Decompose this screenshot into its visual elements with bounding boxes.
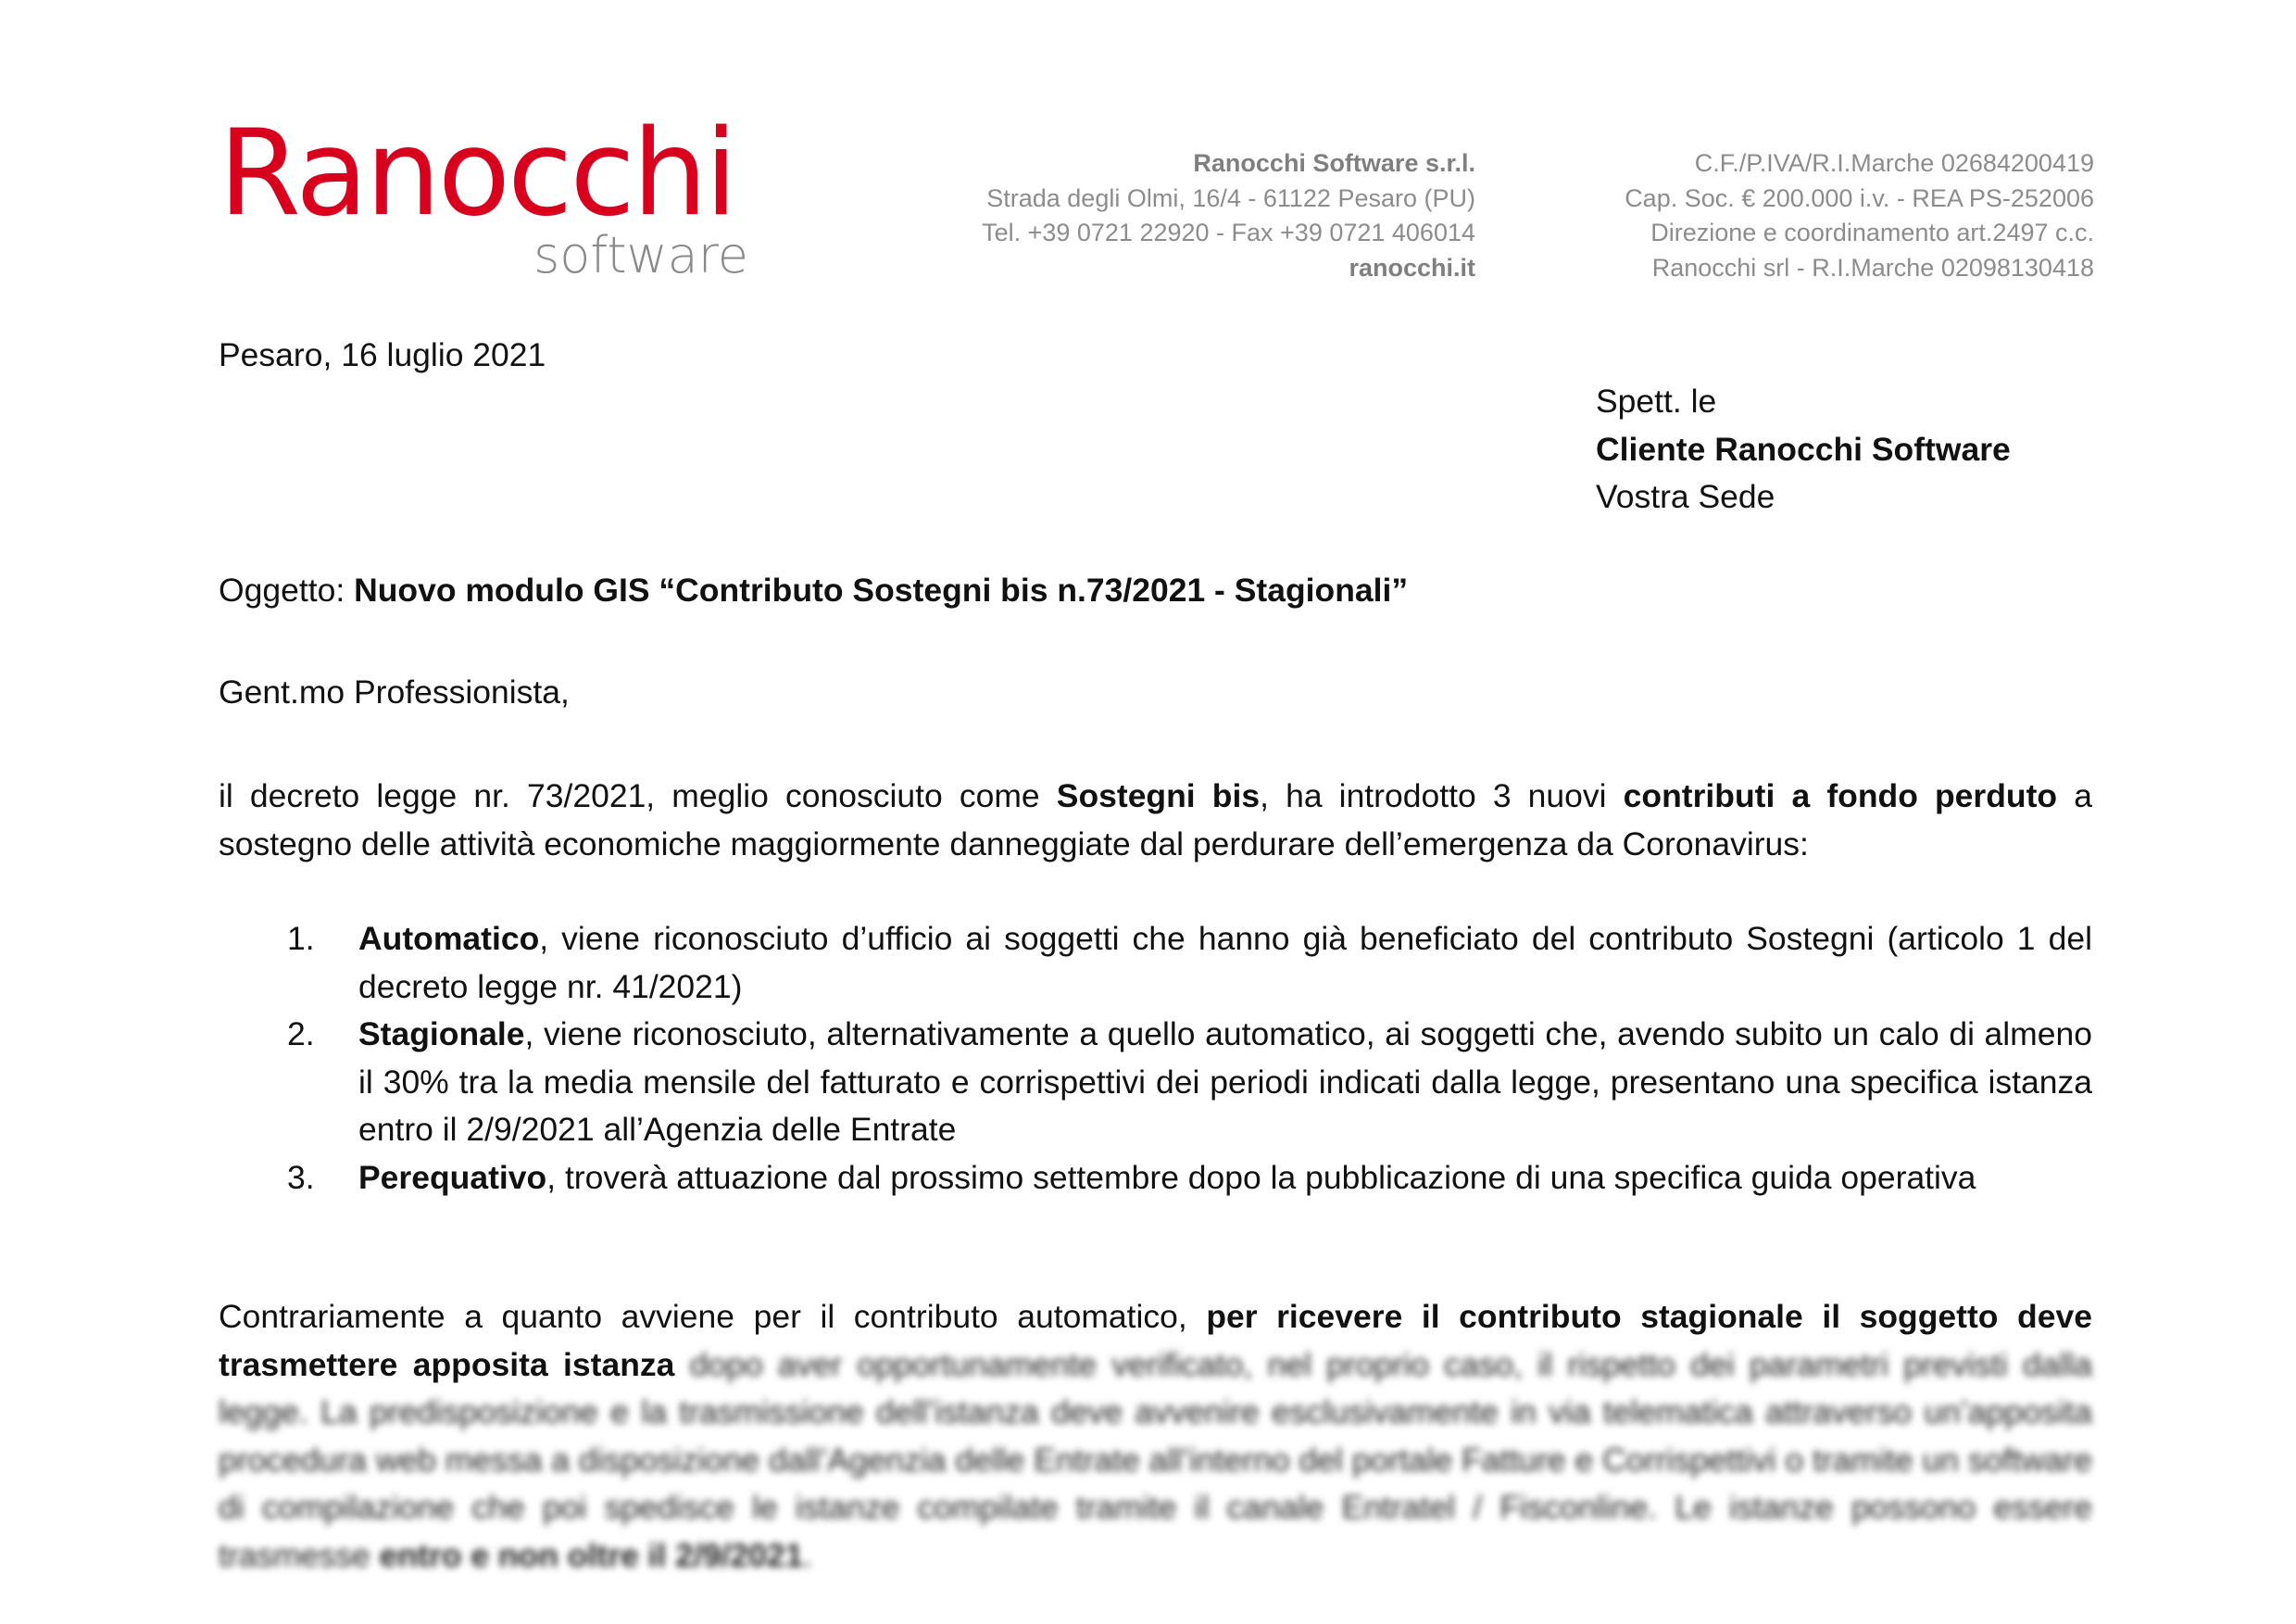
intro-bold-1: Sostegni bis [1056,777,1261,814]
intro-bold-2: contributi a fondo perduto [1623,777,2058,814]
list-item-text: , troverà attuazione dal prossimo settembre dopo la pubblicazione di una specifica guida operativa [546,1158,1976,1196]
recipient-location: Vostra Sede [1596,478,1775,515]
contribution-list [219,915,2092,1202]
company-website: ranocchi.it [1349,253,1475,282]
recipient-salutation: Spett. le [1596,383,1717,420]
logo-wordmark: Ranocchi [219,105,735,243]
list-item-number: 3. [287,1158,315,1196]
list-item [219,915,2092,1011]
letter-greeting: Gent.mo Professionista, [219,674,570,711]
letter-subject [219,567,1408,615]
company-direction: Direzione e coordinamento art.2497 c.c. [1650,219,2094,246]
subject-text: Nuovo modulo GIS “Contributo Sostegni bis n.73/2021 - Stagionali” [354,572,1409,609]
company-parent: Ranocchi srl - R.I.Marche 02098130418 [1651,253,2094,282]
list-item-title: Perequativo [358,1158,547,1196]
list-item-text: , viene riconosciuto, alternativamente a quello automatico, ai soggetti che, avendo subito un calo di almeno il 30% tra la media mensile del fatturato e corrispettivi dei periodi indicati dalla legge, presentano una specifica istanza entro il 2/9/2021 all’Agenzia delle Entrate [358,1015,2092,1148]
letter-date: Pesaro, 16 luglio 2021 [219,336,546,373]
closing-text-1: Contrariamente a quanto avviene per il contributo automatico, [219,1298,1187,1335]
logo-subtitle: software [533,226,748,284]
recipient-block [1596,378,2011,522]
company-phone: Tel. +39 0721 22920 - Fax +39 0721 406014 [982,219,1475,246]
company-capital: Cap. Soc. € 200.000 i.v. - REA PS-252006 [1625,183,2094,212]
list-item-title: Stagionale [358,1015,525,1052]
blurred-text-body: dopo aver opportunamente verificato, nel proprio caso, il rispetto dei parametri previsti dalla legge. La predisposizione e la trasmissione dell’istanza deve avvenire esclusivamente in via telematica attraverso un’apposita procedura web messa a disposizione dall’Agenzia delle Entrate all’interno del portale Fatture e Corrispettivi o tramite un software di compilazione che poi spedisce le istanze compilate tramite il canale Entratel / Fisconline. Le istanze possono essere trasmesse [219,1345,2092,1574]
company-address: Strada degli Olmi, 16/4 - 61122 Pesaro (PU) [986,183,1475,212]
company-contact-block [982,146,1475,285]
company-logo [219,105,756,295]
blurred-text-bold: entro e non oltre il 2/9/2021 [379,1536,804,1574]
intro-text-2: , ha introdotto 3 nuovi [1260,777,1607,814]
list-item-number: 2. [287,1015,315,1052]
company-tax-id: C.F./P.IVA/R.I.Marche 02684200419 [1694,149,2094,177]
closing-paragraph [219,1293,2092,1580]
recipient-name: Cliente Ranocchi Software [1596,430,2011,468]
blurred-text-end: . [803,1536,813,1574]
list-item [219,1154,2092,1202]
list-item-title: Automatico [358,920,540,957]
intro-paragraph [219,773,2092,868]
list-item [219,1011,2092,1154]
company-name: Ranocchi Software s.r.l. [1193,149,1475,177]
company-legal-block [1625,146,2094,285]
list-item-text: , viene riconosciuto d’ufficio ai soggetti che hanno già beneficiato del contributo Sostegni (articolo 1 del decreto legge nr. 41/2021) [358,920,2092,1005]
closing-bold-1: per ricevere il contributo stagionale il soggetto deve trasmettere apposita istanza [219,1298,2092,1383]
intro-text-3: a sostegno delle attività economiche maggiormente danneggiate dal perdurare dell’emergenza da Coronavirus: [219,777,2092,862]
subject-label: Oggetto: [219,572,345,609]
list-item-number: 1. [287,920,315,957]
intro-text-1: il decreto legge nr. 73/2021, meglio conosciuto come [219,777,1040,814]
